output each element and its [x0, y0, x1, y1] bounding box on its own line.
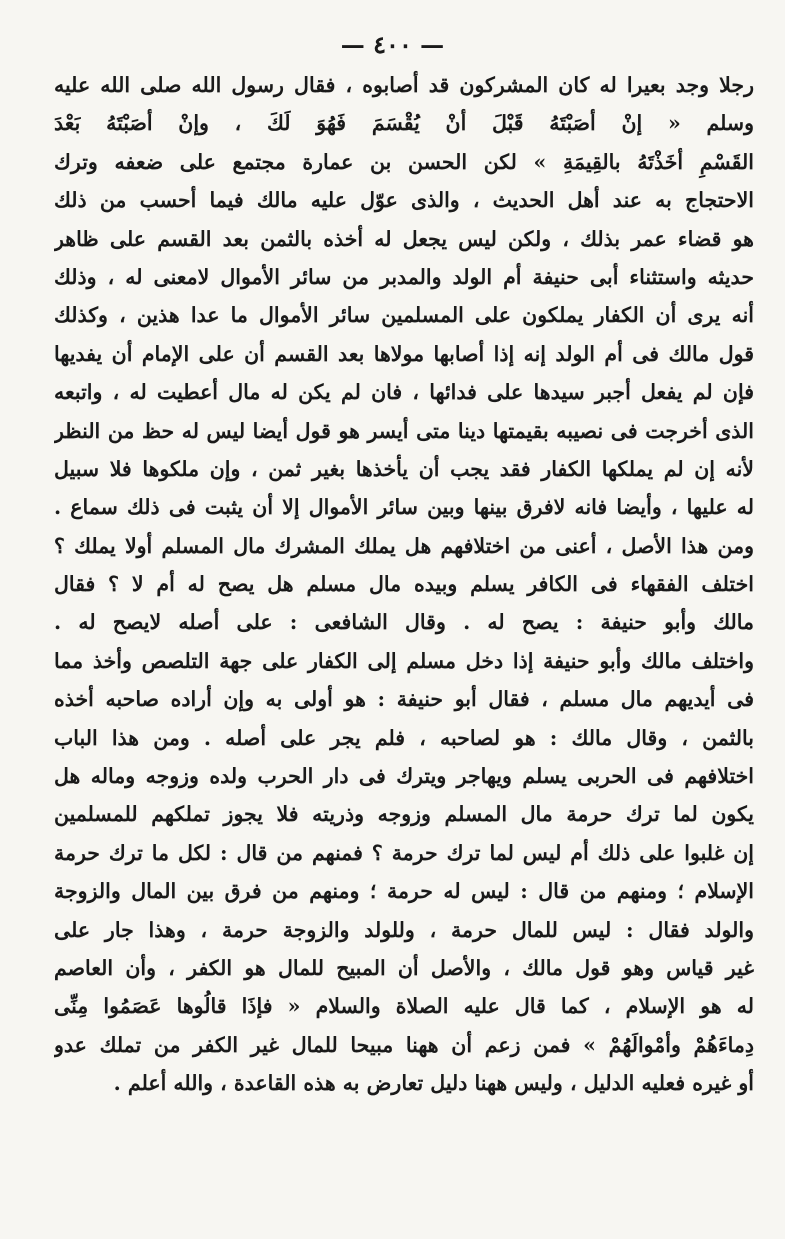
text-line: ومن هذا الأصل ، أعنى من اختلافهم هل يملك المشرك مال المسلم أولا يملك ؟ [54, 533, 754, 558]
text-line: إن غلبوا على ذلك أم ليس لما ترك حرمة ؟ فمنهم من قال : لكل ما ترك حرمة [54, 840, 754, 865]
text-line: دِماءَهُمْ وأمْوالَهُمْ » فمن زعم أن ههنا مبيحا للمال غير الكفر من تملك عدو [54, 1032, 754, 1057]
text-line: فإن لم يفعل أجبر سيدها على فدائها ، فان لم يكن له مال أعطيت له ، واتبعه [54, 380, 754, 405]
text-line: الإسلام ؛ ومنهم من قال : ليس له حرمة ؛ ومنهم من فرق بين المال والزوجة [54, 879, 754, 904]
text-line: واختلف مالك وأبو حنيفة إذا دخل مسلم إلى الكفار على جهة التلصص وأخذ مما [54, 648, 754, 673]
text-line: غير قياس وهو قول مالك ، والأصل أن المبيح للمال هو الكفر ، وأن العاصم [54, 955, 754, 980]
text-line: هو قضاء عمر بذلك ، ولكن ليس يجعل له أخذه بالثمن بعد القسم على ظاهر [54, 226, 754, 251]
text-line: أو غيره فعليه الدليل ، وليس ههنا دليل تعارض به هذه القاعدة ، والله أعلم . [113, 1071, 754, 1096]
text-line: قول مالك فى أم الولد إنه إذا أصابها مولاها بعد القسم أن على الإمام أن يفديها [54, 341, 754, 366]
text-line: فى أيديهم مال مسلم ، فقال أبو حنيفة : هو أولى به وإن أراده صاحبه أخذه [54, 687, 754, 712]
text-line: أنه يرى أن الكفار يملكون على المسلمين سائر الأموال ما عدا هذين ، وكذلك [54, 303, 754, 328]
text-line: وسلم « إنْ أصَبْتَهُ قَبْلَ أنْ يُقْسَمَ فَهُوَ لَكَ ، وإنْ أصَبْتَهُ بَعْدَ [54, 111, 754, 136]
text-line: اختلف الفقهاء فى الكافر يسلم وبيده مال مسلم هل يصح له أم لا ؟ فقال [54, 572, 754, 597]
text-line: الذى أخرجت فى نصيبه بقيمتها دينا متى أيسر هو قول أيضا ليس له حظ من النظر [54, 418, 754, 443]
text-line: بالثمن ، وقال مالك : هو لصاحبه ، فلم يجر على أصله . ومن هذا الباب [54, 725, 754, 750]
text-line: يكون لما ترك حرمة مال المسلم وزوجه وذريته فلا يجوز تملكهم للمسلمين [54, 802, 754, 827]
text-line: رجلا وجد بعيرا له كان المشركون قد أصابوه ، فقال رسول الله صلى الله عليه [54, 73, 754, 97]
text-line: حديثه واستثناء أبى حنيفة أم الولد والمدبر من سائر الأموال لامعنى له ، وذلك [54, 264, 754, 289]
text-line: له عليها ، وأيضا فانه لافرق بينها وبين سائر الأموال إلا أن يثبت فى ذلك سماع . [54, 495, 754, 520]
body-text [54, 66, 754, 1103]
text-line: اختلافهم فى الحربى يسلم ويهاجر ويترك فى دار الحرب ولده وزوجه وماله هل [54, 764, 754, 789]
text-line: لأنه إن لم يملكها الكفار فقد يجب أن يأخذها بغير ثمن ، وإن ملكوها فلا سبيل [54, 456, 754, 481]
page-number: — ٤٠٠ — [340, 30, 445, 59]
text-line: القَسْمِ أخَذْتَهُ بالقِيمَةِ » لكن الحسن بن عمارة مجتمع على ضعفه وترك [54, 149, 754, 174]
text-line: مالك وأبو حنيفة : يصح له . وقال الشافعى : على أصله لايصح له . [54, 610, 754, 635]
text-line: والولد فقال : ليس للمال حرمة ، وللولد والزوجة حرمة ، وهذا جار على [54, 917, 754, 942]
text-line: الاحتجاج به عند أهل الحديث ، والذى عوّل عليه مالك فيما أحسب من ذلك [54, 188, 754, 213]
text-line: له هو الإسلام ، كما قال عليه الصلاة والسلام « فإذَا قالُوها عَصَمُوا مِنِّى [54, 994, 754, 1019]
